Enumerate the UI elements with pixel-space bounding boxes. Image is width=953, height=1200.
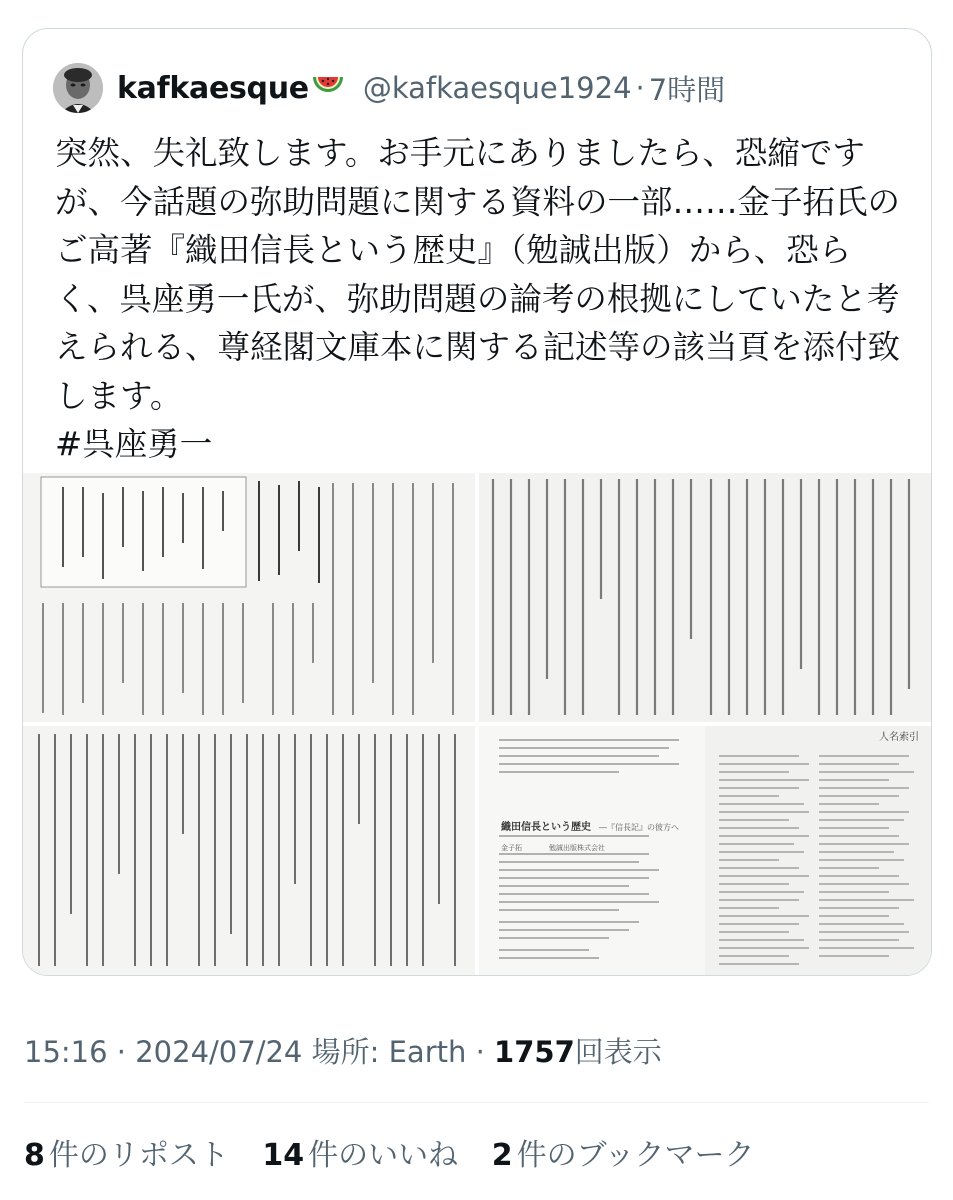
attached-image-3[interactable]	[23, 726, 475, 975]
hashtag-link[interactable]: #呉座勇一	[55, 425, 213, 463]
separator-dot: ·	[635, 71, 645, 105]
display-name[interactable]: kafkaesque	[117, 70, 309, 106]
post-place: 場所: Earth	[311, 1035, 467, 1069]
meta-separator: ·	[116, 1035, 127, 1069]
index-header: 人名索引	[879, 732, 919, 743]
colophon-publisher: 勉誠出版株式会社	[549, 844, 605, 852]
colophon-book-title: 織田信長という歴史	[501, 822, 591, 833]
meta-separator: ·	[475, 1035, 485, 1069]
attached-image-2[interactable]	[479, 473, 931, 722]
post-time[interactable]: 15:16	[24, 1035, 108, 1069]
quoted-tweet-card[interactable]	[22, 28, 932, 976]
reposts-count[interactable]: 8	[24, 1138, 45, 1173]
attached-image-4[interactable]	[479, 726, 931, 975]
tweet-header	[53, 59, 725, 117]
likes-label[interactable]: 件のいいね	[308, 1138, 459, 1173]
views-count: 1757	[494, 1035, 575, 1069]
media-grid	[23, 473, 931, 975]
tweet-meta	[24, 1030, 662, 1071]
reposts-label[interactable]: 件のリポスト	[48, 1138, 229, 1173]
watermelon-icon	[311, 71, 345, 105]
likes-count[interactable]: 14	[262, 1138, 305, 1173]
divider	[24, 1102, 929, 1103]
tweet-body: 突然、失礼致します。お手元にありましたら、恐縮ですが、今話題の弥助問題に関する資料の一部……金子拓氏のご高著『織田信長という歴史』（勉誠出版）から、恐らく、呉座勇一氏が、弥助問題の論考の根拠にしていたと考えられる、尊経閣文庫本に関する記述等の該当頁を添付致します。	[55, 134, 901, 415]
tweet-text	[55, 129, 905, 469]
avatar[interactable]	[53, 63, 103, 113]
attached-image-1[interactable]	[23, 473, 475, 722]
colophon-author: 金子拓	[501, 844, 522, 852]
bookmarks-count[interactable]: 2	[491, 1138, 513, 1173]
relative-time[interactable]: 7時間	[648, 72, 726, 107]
colophon-subtitle: ―『信長記』の彼方へ	[599, 823, 679, 832]
user-handle[interactable]: @kafkaesque1924	[362, 71, 632, 105]
views-label: 回表示	[574, 1035, 662, 1069]
post-date[interactable]: 2024/07/24	[135, 1035, 303, 1069]
engagement-stats	[24, 1130, 755, 1174]
bookmarks-label[interactable]: 件のブックマーク	[516, 1138, 755, 1173]
